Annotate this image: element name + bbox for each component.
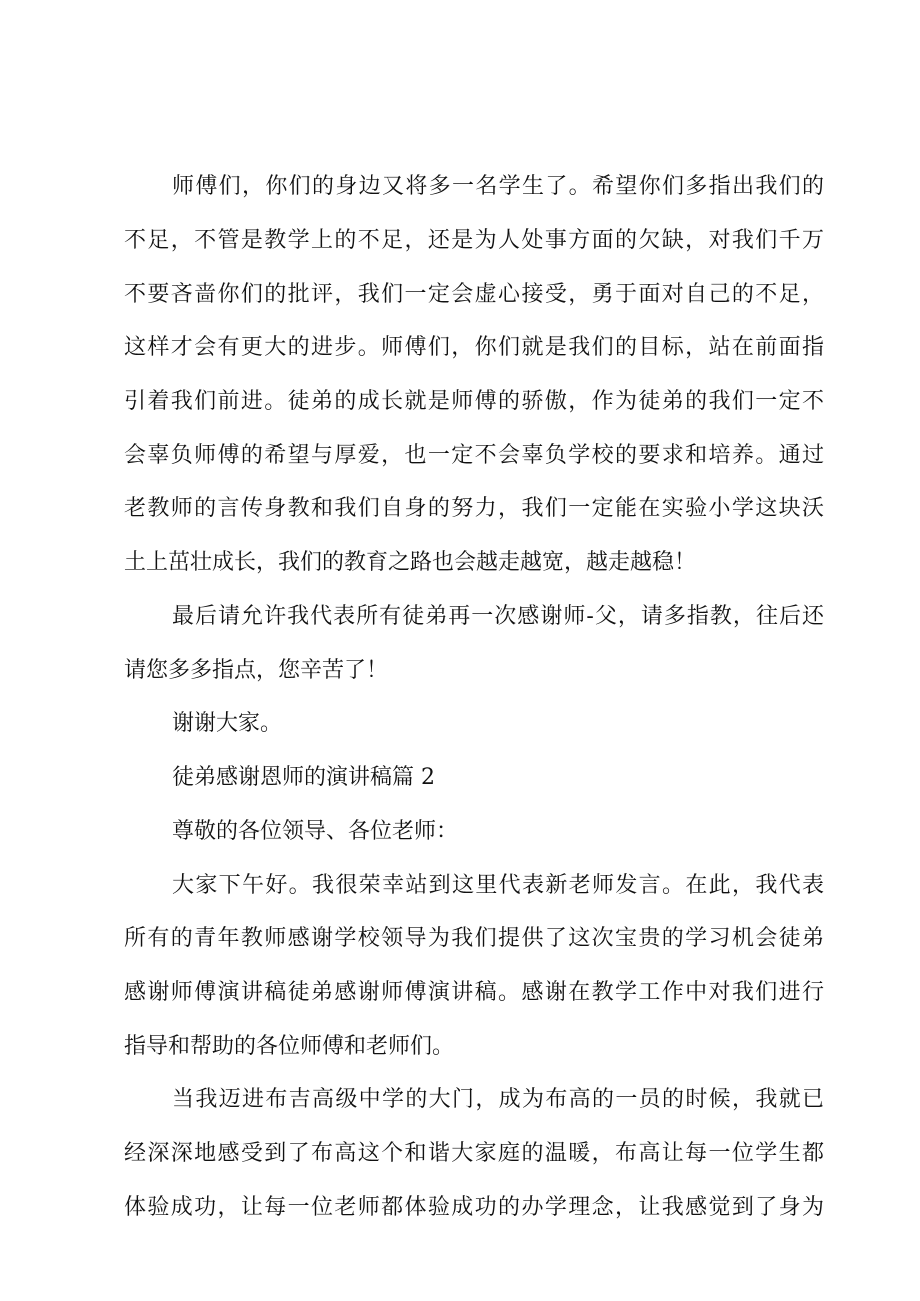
paragraph-1-line-8: 土上茁壮成长，我们的教育之路也会越走越宽，越走越稳！ <box>124 550 697 575</box>
paragraph-4-line-2: 经深深地感受到了布高这个和谐大家庭的温暖，布高让每一位学生都 <box>124 1141 824 1166</box>
paragraph-2-line-2: 请您多多指点，您辛苦了！ <box>124 658 389 683</box>
paragraph-1-line-5: 引着我们前进。徒弟的成长就是师傅的骄傲，作为徒弟的我们一定不 <box>124 389 824 414</box>
paragraph-4-line-1: 当我迈进布吉高级中学的大门，成为布高的一员的时候，我就已 <box>172 1087 824 1112</box>
paragraph-1-line-4: 这样才会有更大的进步。师傅们，你们就是我们的目标，站在前面指 <box>124 335 824 360</box>
paragraph-1-line-2: 不足，不管是教学上的不足，还是为人处事方面的欠缺，对我们千万 <box>124 228 824 253</box>
paragraph-1-line-1: 师傅们，你们的身边又将多一名学生了。希望你们多指出我们的 <box>172 174 824 199</box>
paragraph-1-line-3: 不要吝啬你们的批评，我们一定会虚心接受，勇于面对自己的不足， <box>124 282 824 307</box>
paragraph-3-line-2: 所有的青年教师感谢学校领导为我们提供了这次宝贵的学习机会徒弟 <box>124 926 824 951</box>
closing-thanks: 谢谢大家。 <box>172 711 283 736</box>
paragraph-4-line-3: 体验成功，让每一位老师都体验成功的办学理念，让我感觉到了身为 <box>124 1195 824 1220</box>
paragraph-1-line-6: 会辜负师傅的希望与厚爱，也一定不会辜负学校的要求和培养。通过 <box>124 443 824 468</box>
paragraph-3-line-1: 大家下午好。我很荣幸站到这里代表新老师发言。在此，我代表 <box>172 873 824 898</box>
salutation: 尊敬的各位领导、各位老师： <box>172 819 459 844</box>
section-heading: 徒弟感谢恩师的演讲稿篇 2 <box>172 765 435 790</box>
paragraph-2-line-1: 最后请允许我代表所有徒弟再一次感谢师-父，请多指教，往后还 <box>172 604 824 629</box>
paragraph-3-line-3: 感谢师傅演讲稿徒弟感谢师傅演讲稿。感谢在教学工作中对我们进行 <box>124 980 824 1005</box>
paragraph-3-line-4: 指导和帮助的各位师傅和老师们。 <box>124 1034 455 1059</box>
paragraph-1-line-7: 老教师的言传身教和我们自身的努力，我们一定能在实验小学这块沃 <box>124 496 824 521</box>
